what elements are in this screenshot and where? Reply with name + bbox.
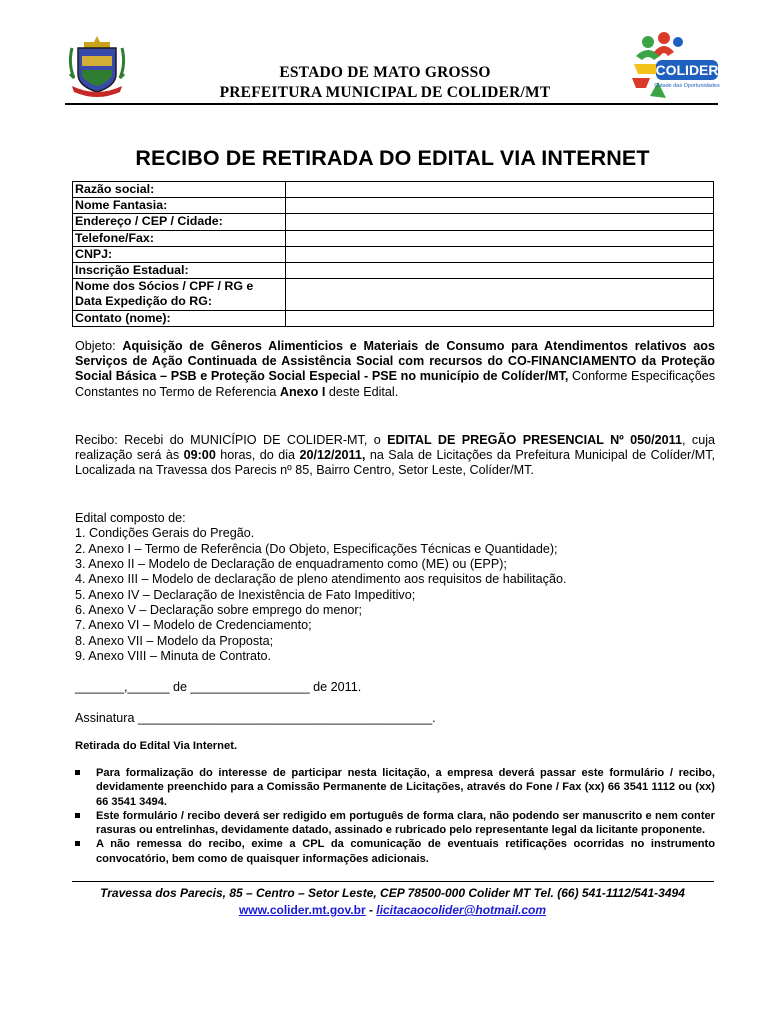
header-state: ESTADO DE MATO GROSSO	[279, 64, 491, 81]
signature-line[interactable]: Assinatura __________________________________________.	[75, 711, 436, 725]
field-value-endereco[interactable]	[286, 214, 714, 230]
objeto-annex: Anexo I	[279, 384, 326, 399]
field-value-inscricao-estadual[interactable]	[286, 263, 714, 279]
table-row	[73, 214, 714, 230]
header-divider	[65, 103, 718, 105]
footer-address: Travessa dos Parecis, 85 – Centro – Setor Leste, CEP 78500-000 Colider MT Tel. (66) 541-1112/541-3494	[100, 886, 685, 900]
website-link[interactable]: www.colider.mt.gov.br	[238, 903, 366, 917]
bullet-square-icon	[75, 841, 80, 846]
table-row	[73, 310, 714, 326]
bullet-item	[75, 837, 715, 866]
bullet-text: A não remessa do recibo, exime a CPL da comunicação de eventuais retificações ocorridas no instrumento convocatório, bem como de quaisquer informações adicionais.	[96, 838, 715, 865]
logo-slogan: Cidade das Oportunidades	[654, 83, 720, 89]
list-item: 4. Anexo III – Modelo de declaração de pleno atendimento aos requisitos de habilitação.	[75, 572, 567, 587]
field-value-nome-fantasia[interactable]	[286, 198, 714, 214]
recibo-paragraph	[75, 433, 715, 479]
field-value-socios[interactable]	[286, 279, 714, 310]
list-item: 5. Anexo IV – Declaração de Inexistência de Fato Impeditivo;	[75, 587, 416, 602]
list-item: 9. Anexo VIII – Minuta de Contrato.	[75, 649, 272, 664]
field-label-endereco: Endereço / CEP / Cidade:	[73, 214, 286, 230]
field-value-contato[interactable]	[286, 310, 714, 326]
recibo-text-1: Recibo: Recebi do MUNICÍPIO DE COLIDER-MT, o	[75, 433, 388, 447]
table-row	[73, 198, 714, 214]
field-label-inscricao-estadual: Inscrição Estadual:	[73, 263, 286, 279]
bullet-item	[75, 809, 715, 838]
list-item: 2. Anexo I – Termo de Referência (Do Objeto, Especificações Técnicas e Quantidade);	[75, 541, 558, 556]
bullet-square-icon	[75, 770, 80, 775]
field-value-razao-social[interactable]	[286, 182, 714, 198]
recibo-text-3: horas, do dia	[215, 448, 300, 463]
bullet-square-icon	[75, 813, 80, 818]
bullet-text: Para formalização do interesse de participar nesta licitação, a empresa deverá passar este formulário / recibo, devidamente preenchido para a Comissão Permanente de Licitações, através do Fone / Fax (xx) 66 3541 1112 ou (xx) 66 3541 3494.	[96, 767, 715, 808]
email-link[interactable]: licitacaocolider@hotmail.com	[376, 903, 547, 917]
bullet-item	[75, 766, 715, 809]
edital-contents-list	[75, 511, 715, 664]
table-row	[73, 182, 714, 198]
company-info-table	[72, 181, 714, 327]
footer-divider	[72, 881, 714, 882]
recibo-text-4: na Sala de Licitações da Prefeitura Municipal de Colíder/MT, Localizada na Travessa dos Parecis nº 85, Bairro Centro, Setor Leste, Colíder/MT.	[75, 448, 715, 478]
edital-number: EDITAL DE PREGÃO PRESENCIAL Nº 050/2011	[387, 433, 682, 447]
list-item: 3. Anexo II – Modelo de Declaração de enquadramento como (ME) ou (EPP);	[75, 557, 507, 572]
retirada-bullets	[75, 766, 715, 866]
list-item: 8. Anexo VII – Modelo da Proposta;	[75, 633, 274, 648]
table-row	[73, 263, 714, 279]
list-item: 1. Condições Gerais do Pregão.	[75, 526, 255, 541]
session-time: 09:00	[183, 448, 216, 463]
field-label-nome-fantasia: Nome Fantasia:	[73, 198, 286, 214]
bullet-text: Este formulário / recibo deverá ser redigido em português de forma clara, não podendo ser manuscrito e nem conter rasuras ou entrelinhas, devidamente datado, assinado e rubricado pelo representante legal da licitante proponente.	[96, 809, 715, 837]
colider-logo	[628, 30, 720, 102]
field-label-contato: Contato (nome):	[73, 310, 286, 326]
logo-wordmark: COLIDER	[655, 62, 719, 78]
field-label-socios: Nome dos Sócios / CPF / RG e Data Expedição do RG:	[73, 279, 286, 310]
objeto-prefix: Objeto:	[75, 339, 123, 353]
footer-links	[60, 903, 725, 917]
coat-of-arms-icon	[66, 34, 128, 100]
footer-separator: -	[365, 903, 377, 917]
objeto-paragraph	[75, 339, 715, 400]
field-value-telefone[interactable]	[286, 230, 714, 246]
header-prefecture: PREFEITURA MUNICIPAL DE COLIDER/MT	[219, 84, 551, 101]
objeto-description: Aquisição de Gêneros Alimenticios e Materiais de Consumo para Atendimentos relativos aos Serviços de Ação Continuada de Assistência Social com recursos do CO-FINANCIAMENTO da Proteção Social Básica – PSB e Proteção Social Especial - PSE no município de Colíder/MT,	[75, 339, 715, 384]
recibo-text-2: , cuja realização será às	[75, 433, 715, 463]
retirada-title: Retirada do Edital Via Internet.	[75, 740, 238, 752]
objeto-middle: Conforme Especificações Constantes no Termo de Referencia	[75, 369, 716, 399]
date-line[interactable]: _______,______ de _________________ de 2011.	[75, 680, 362, 694]
table-row	[73, 230, 714, 246]
table-row	[73, 279, 714, 310]
table-row	[73, 246, 714, 262]
field-label-cnpj: CNPJ:	[73, 246, 286, 262]
field-label-razao-social: Razão social:	[73, 182, 286, 198]
list-intro: Edital composto de:	[75, 511, 186, 525]
document-title: RECIBO DE RETIRADA DO EDITAL VIA INTERNET	[135, 146, 650, 170]
session-date: 20/12/2011,	[299, 448, 366, 463]
objeto-suffix: deste Edital.	[325, 384, 399, 399]
list-item: 7. Anexo VI – Modelo de Credenciamento;	[75, 618, 312, 633]
field-value-cnpj[interactable]	[286, 246, 714, 262]
list-item: 6. Anexo V – Declaração sobre emprego do menor;	[75, 603, 363, 618]
field-label-telefone: Telefone/Fax:	[73, 230, 286, 246]
